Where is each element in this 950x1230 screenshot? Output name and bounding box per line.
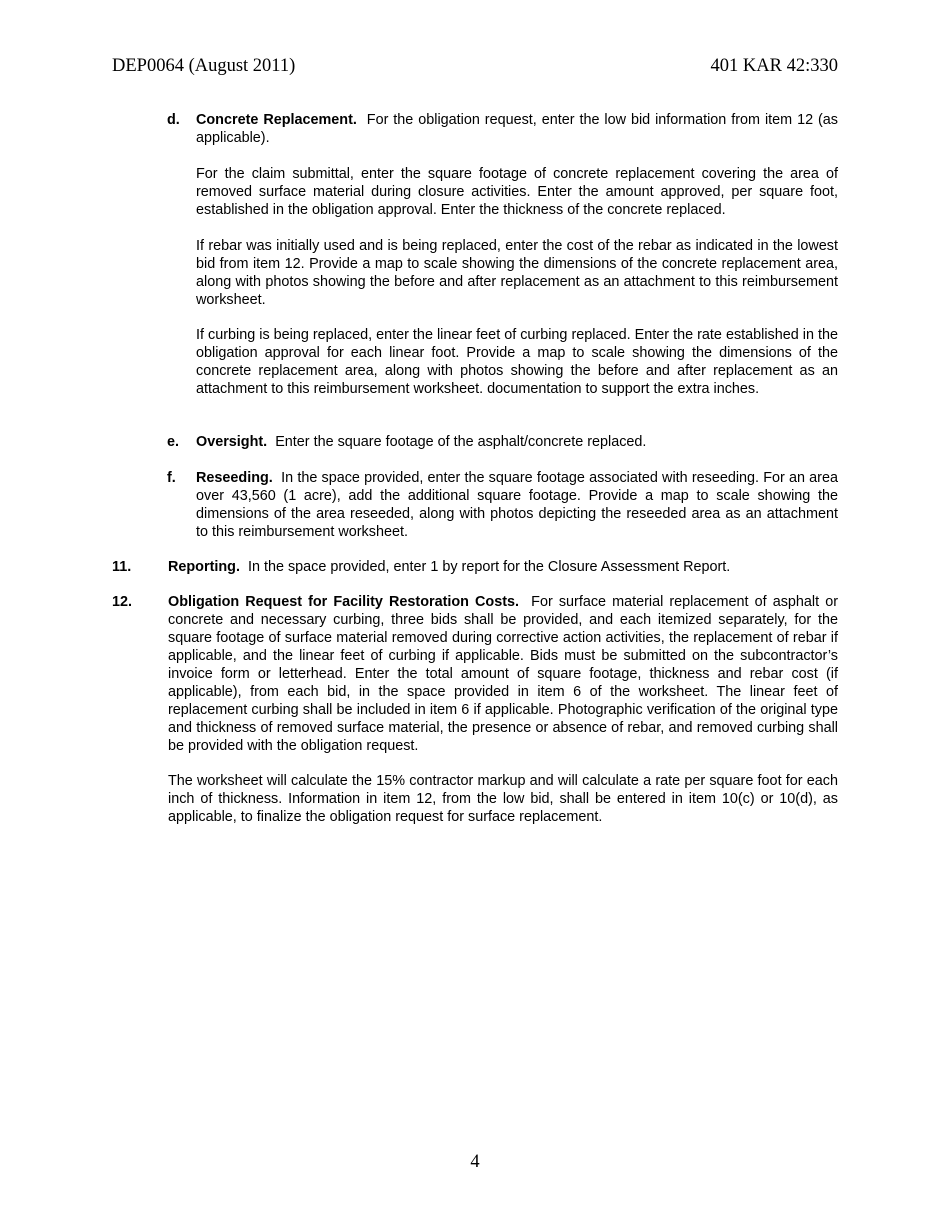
item-12-marker: 12. bbox=[112, 594, 133, 610]
item-f-text: In the space provided, enter the square footage associated with reseeding. For an area over 43,560 (1 acre), add the additional square footage. Provide a map to scale showing the dimensions of the area reseeded, along with photos depicting the reseeded area as an attachment to this reimbursement worksheet. bbox=[196, 470, 838, 540]
item-12-paragraph-1 bbox=[168, 593, 838, 755]
header-form-id: DEP0064 (August 2011) bbox=[112, 56, 296, 76]
item-f-marker: f. bbox=[167, 470, 176, 486]
item-12-paragraph-2: The worksheet will calculate the 15% contractor markup and will calculate a rate per square foot for each inch of thickness. Information in item 12, from the low bid, shall be entered in item 10(c) or 10(d), as applicable, to finalize the obligation request for surface replacement. bbox=[168, 773, 838, 825]
item-d-marker: d. bbox=[167, 112, 180, 128]
item-f-title: Reseeding. bbox=[196, 470, 273, 486]
item-d-paragraph-3: If rebar was initially used and is being replaced, enter the cost of the rebar as indicated in the lowest bid from item 12. Provide a map to scale showing the dimensions of the concrete replacement area, along with photos showing the before and after replacement as an attachment to this reimbursement worksheet. bbox=[196, 238, 838, 308]
item-d-p1-text: For the obligation request, enter the low bid information from item 12 (as applicable). bbox=[196, 112, 839, 146]
item-e-marker: e. bbox=[167, 434, 180, 450]
page-number: 4 bbox=[470, 1152, 480, 1172]
item-12-title: Obligation Request for Facility Restoration Costs. bbox=[168, 594, 520, 610]
item-11-marker: 11. bbox=[112, 559, 132, 575]
item-f-paragraph bbox=[196, 469, 838, 541]
item-d-title: Concrete Replacement. bbox=[196, 112, 357, 128]
item-e-paragraph bbox=[196, 433, 838, 451]
item-d-paragraph-2: For the claim submittal, enter the square footage of concrete replacement covering the area of removed surface material during closure activities. Enter the amount approved, per square foot, established in the obligation approval. Enter the thickness of the concrete replaced. bbox=[196, 166, 838, 218]
header-regulation: 401 KAR 42:330 bbox=[710, 56, 838, 76]
item-e-text: Enter the square footage of the asphalt/concrete replaced. bbox=[275, 434, 647, 450]
item-11-title: Reporting. bbox=[168, 559, 240, 575]
item-12-p1-text: For surface material replacement of asphalt or concrete and necessary curbing, three bids shall be provided, and each itemized separately, for the square footage of surface material removed during corrective action activities, the replacement of rebar if applicable, and the linear feet of curbing if applicable. Bids must be submitted on the subcontractor’s invoice form or letterhead. Enter the total amount of square footage, thickness and rebar cost (if applicable), from each bid, in the space provided in item 6 of the worksheet. The linear feet of replacement curbing shall be included in item 6 if applicable. Photographic verification of the original type and thickness of removed surface material, the presence or absence of rebar, and removed curbing shall be provided with the obligation request. bbox=[168, 594, 838, 754]
item-d-paragraph-4: If curbing is being replaced, enter the linear feet of curbing replaced. Enter the rate established in the obligation approval for each linear foot. Provide a map to scale showing the dimensions of the concrete replacement area, along with photos showing the before and after replacement as an attachment to this reimbursement worksheet. documentation to support the extra inches. bbox=[196, 327, 838, 397]
item-11-text: In the space provided, enter 1 by report for the Closure Assessment Report. bbox=[247, 559, 731, 575]
item-d-paragraph-1 bbox=[196, 111, 838, 147]
item-11-paragraph bbox=[168, 558, 838, 576]
item-e-title: Oversight. bbox=[196, 434, 268, 450]
